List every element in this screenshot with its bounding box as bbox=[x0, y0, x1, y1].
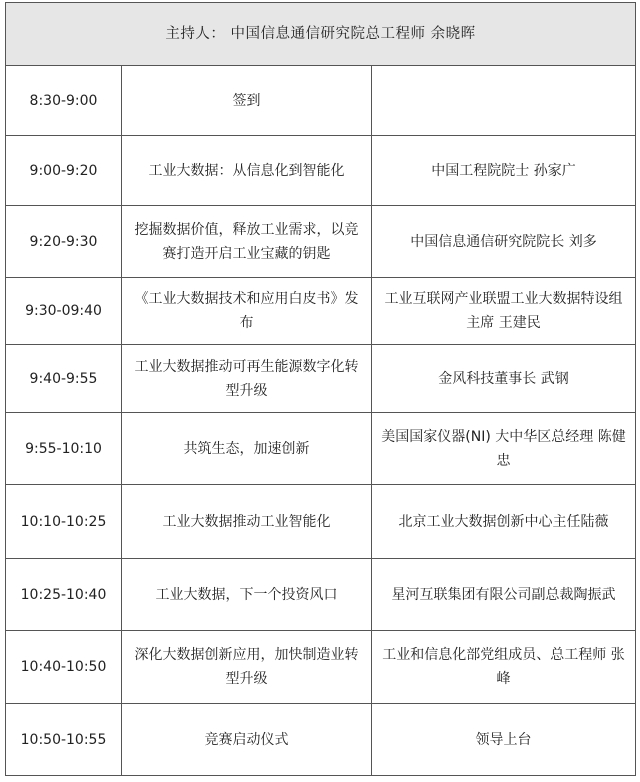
topic-cell: 《工业大数据技术和应用白皮书》发布 bbox=[122, 278, 372, 345]
time-cell: 9:30-09:40 bbox=[6, 278, 122, 345]
time-cell: 8:30-9:00 bbox=[6, 66, 122, 136]
table-row bbox=[6, 413, 636, 485]
time-cell: 9:55-10:10 bbox=[6, 413, 122, 485]
topic-cell: 工业大数据：从信息化到智能化 bbox=[122, 136, 372, 206]
host-cell: 主持人： 中国信息通信研究院总工程师 余晓晖 bbox=[6, 3, 636, 66]
time-cell: 10:25-10:40 bbox=[6, 559, 122, 631]
topic-cell: 工业大数据推动可再生能源数字化转型升级 bbox=[122, 345, 372, 413]
topic-cell: 工业大数据推动工业智能化 bbox=[122, 485, 372, 559]
speaker-cell: 工业互联网产业联盟工业大数据特设组主席 王建民 bbox=[372, 278, 636, 345]
table-row bbox=[6, 278, 636, 345]
speaker-cell: 星河互联集团有限公司副总裁陶振武 bbox=[372, 559, 636, 631]
table-row bbox=[6, 136, 636, 206]
speaker-cell: 北京工业大数据创新中心主任陆薇 bbox=[372, 485, 636, 559]
topic-cell: 签到 bbox=[122, 66, 372, 136]
topic-cell: 挖掘数据价值，释放工业需求，以竞赛打造开启工业宝藏的钥匙 bbox=[122, 206, 372, 278]
host-row bbox=[6, 3, 636, 66]
agenda-table bbox=[5, 2, 636, 776]
speaker-cell: 中国工程院院士 孙家广 bbox=[372, 136, 636, 206]
table-row bbox=[6, 206, 636, 278]
time-cell: 9:20-9:30 bbox=[6, 206, 122, 278]
time-cell: 10:10-10:25 bbox=[6, 485, 122, 559]
time-cell: 9:40-9:55 bbox=[6, 345, 122, 413]
speaker-cell: 领导上台 bbox=[372, 704, 636, 776]
time-cell: 10:50-10:55 bbox=[6, 704, 122, 776]
table-row bbox=[6, 704, 636, 776]
speaker-cell: 美国国家仪器(NI) 大中华区总经理 陈健忠 bbox=[372, 413, 636, 485]
time-cell: 9:00-9:20 bbox=[6, 136, 122, 206]
table-row bbox=[6, 485, 636, 559]
topic-cell: 深化大数据创新应用，加快制造业转型升级 bbox=[122, 631, 372, 704]
table-row bbox=[6, 559, 636, 631]
table-row bbox=[6, 345, 636, 413]
topic-cell: 竞赛启动仪式 bbox=[122, 704, 372, 776]
topic-cell: 共筑生态，加速创新 bbox=[122, 413, 372, 485]
table-row bbox=[6, 631, 636, 704]
table-row bbox=[6, 66, 636, 136]
speaker-cell: 中国信息通信研究院院长 刘多 bbox=[372, 206, 636, 278]
speaker-cell bbox=[372, 66, 636, 136]
time-cell: 10:40-10:50 bbox=[6, 631, 122, 704]
speaker-cell: 工业和信息化部党组成员、总工程师 张峰 bbox=[372, 631, 636, 704]
speaker-cell: 金风科技董事长 武钢 bbox=[372, 345, 636, 413]
topic-cell: 工业大数据，下一个投资风口 bbox=[122, 559, 372, 631]
